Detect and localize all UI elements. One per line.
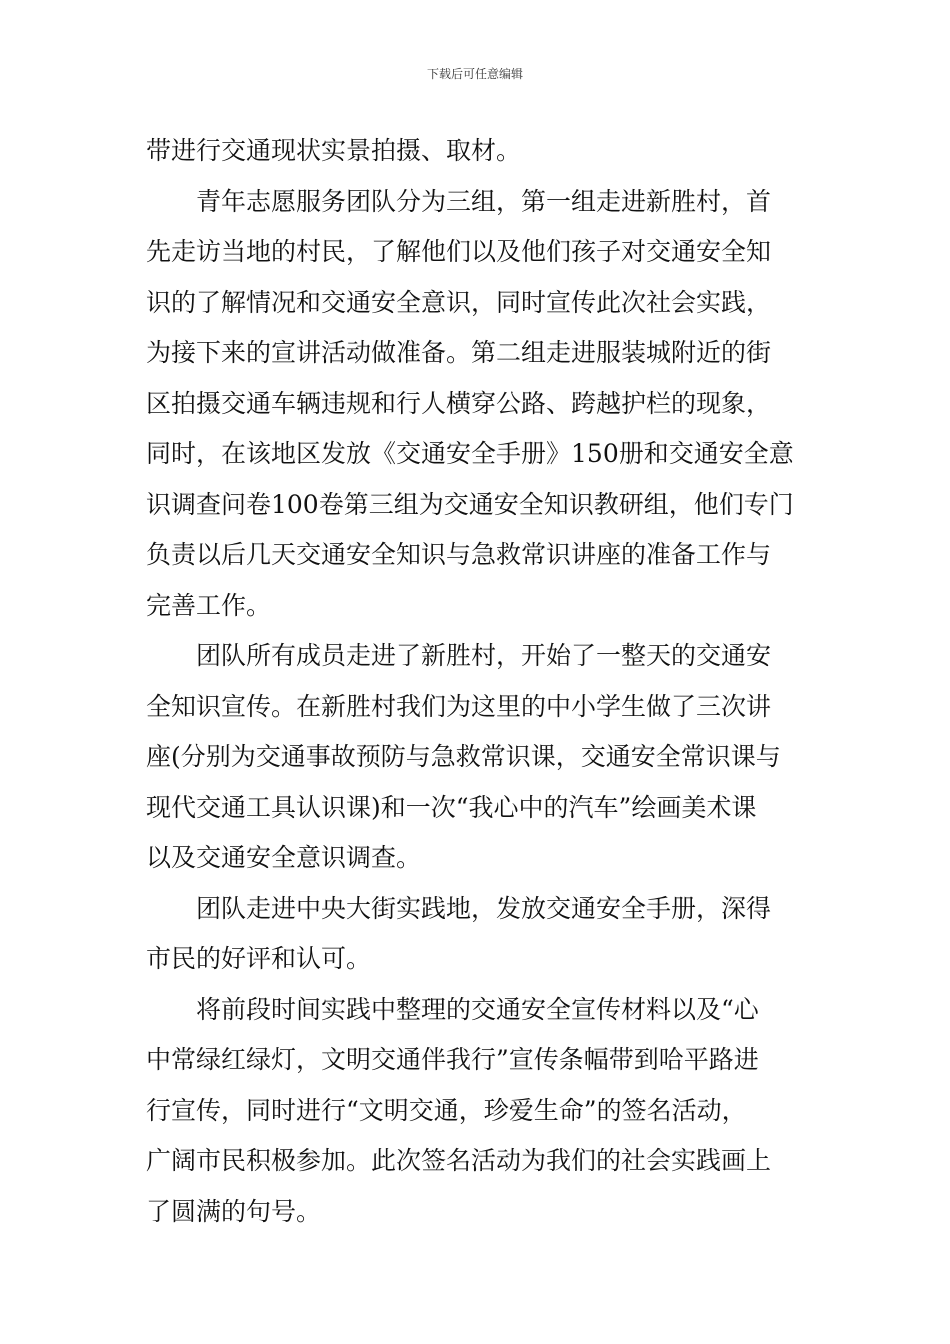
text-line: 同时，在该地区发放《交通安全手册》150册和交通安全意 <box>146 439 794 468</box>
text-line: 现代交通工具认识课)和一次“我心中的汽车”绘画美术课 <box>146 792 757 822</box>
text-line: 广阔市民积极参加。此次签名活动为我们的社会实践画上 <box>146 1146 772 1175</box>
paragraph-start-line: 青年志愿服务团队分为三组，第一组走进新胜村，首 <box>196 186 772 216</box>
paragraph-start-line: 团队走进中央大街实践地，发放交通安全手册，深得 <box>196 893 772 923</box>
text-line: 区拍摄交通车辆违规和行人横穿公路、跨越护栏的现象， <box>146 388 772 418</box>
text-line: 负责以后几天交通安全知识与急救常识讲座的准备工作与 <box>146 540 772 569</box>
text-line: 为接下来的宣讲活动做准备。第二组走进服装城附近的街 <box>146 338 772 367</box>
body-text <box>146 126 808 1237</box>
text-line: 先走访当地的村民，了解他们以及他们孩子对交通安全知 <box>146 237 772 266</box>
text-line: 识的了解情况和交通安全意识，同时宣传此次社会实践， <box>146 287 772 317</box>
text-line: 了圆满的句号。 <box>146 1196 322 1226</box>
text-line: 识调查问卷100卷第三组为交通安全知识教研组，他们专门 <box>146 489 794 519</box>
text-line: 座(分别为交通事故预防与急救常识课，交通安全常识课与 <box>146 742 781 771</box>
paragraph-start-line: 将前段时间实践中整理的交通安全宣传材料以及“心 <box>196 994 759 1024</box>
header-note: 下载后可任意编辑 <box>426 67 523 81</box>
text-line: 带进行交通现状实景拍摄、取材。 <box>146 136 522 165</box>
text-line: 行宣传，同时进行“文明交通，珍爱生命”的签名活动， <box>146 1095 747 1125</box>
text-line: 完善工作。 <box>146 590 272 620</box>
text-line: 以及交通安全意识调查。 <box>146 843 422 872</box>
text-line: 市民的好评和认可。 <box>146 944 372 973</box>
paragraph-start-line: 团队所有成员走进了新胜村，开始了一整天的交通安 <box>196 641 772 670</box>
text-line: 中常绿红绿灯，文明交通伴我行”宣传条幅带到哈平路进 <box>146 1045 759 1074</box>
text-line: 全知识宣传。在新胜村我们为这里的中小学生做了三次讲 <box>146 691 772 721</box>
